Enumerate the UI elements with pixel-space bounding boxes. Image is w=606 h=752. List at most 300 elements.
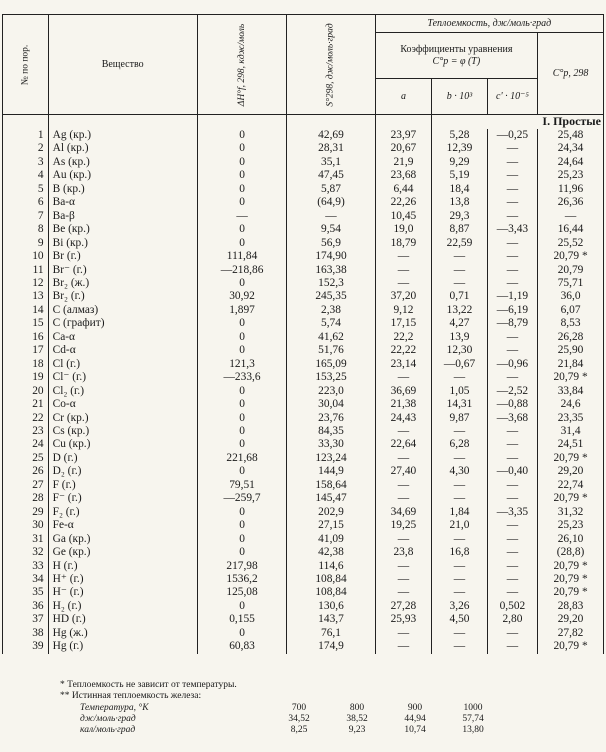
coef-a-cell: — <box>375 573 432 586</box>
coef-b-cell: 0,71 <box>432 290 488 303</box>
enthalpy-cell: 0 <box>197 627 287 640</box>
row-number: 33 <box>3 560 49 573</box>
coef-c-cell: — <box>487 546 537 559</box>
table-row <box>3 385 604 398</box>
enthalpy-cell: —259,7 <box>197 492 287 505</box>
enthalpy-cell: 79,51 <box>197 479 287 492</box>
entropy-cell: 153,25 <box>287 371 375 384</box>
header-heat-capacity: Теплоемкость, дж/моль·град <box>375 15 603 33</box>
row-number: 9 <box>3 237 49 250</box>
coef-c-cell: 2,80 <box>487 613 537 626</box>
coef-c-cell: — <box>487 142 537 155</box>
coef-c-cell: — <box>487 156 537 169</box>
table-row <box>3 586 604 599</box>
coef-a-cell: — <box>375 371 432 384</box>
enthalpy-cell: 0 <box>197 385 287 398</box>
row-number: 19 <box>3 371 49 384</box>
enthalpy-cell: 0 <box>197 129 287 142</box>
enthalpy-cell: —218,86 <box>197 264 287 277</box>
coef-c-cell: — <box>487 331 537 344</box>
coef-c-cell: — <box>487 627 537 640</box>
table-row <box>3 304 604 317</box>
table-row <box>3 600 604 613</box>
coef-b-cell: 12,30 <box>432 344 488 357</box>
row-number: 17 <box>3 344 49 357</box>
coef-c-cell: — <box>487 183 537 196</box>
table-row <box>3 412 604 425</box>
coef-b-cell: 4,50 <box>432 613 488 626</box>
entropy-cell: (64,9) <box>287 196 375 209</box>
coef-b-cell: — <box>432 560 488 573</box>
row-number: 27 <box>3 479 49 492</box>
coef-b-cell: 5,28 <box>432 129 488 142</box>
cp298-cell: 21,84 <box>538 358 604 371</box>
coef-c-cell: — <box>487 277 537 290</box>
table-row <box>3 210 604 223</box>
cp298-cell: 26,10 <box>538 533 604 546</box>
substance-name: Ba-α <box>48 196 197 209</box>
coef-a-cell: 22,2 <box>375 331 432 344</box>
entropy-cell: 5,87 <box>287 183 375 196</box>
substance-name: Co-α <box>48 398 197 411</box>
row-number: 7 <box>3 210 49 223</box>
enthalpy-cell: 125,08 <box>197 586 287 599</box>
table-row <box>3 465 604 478</box>
cp298-cell: 29,20 <box>538 613 604 626</box>
coef-a-cell: 21,9 <box>375 156 432 169</box>
row-number: 25 <box>3 452 49 465</box>
coef-a-cell: 27,40 <box>375 465 432 478</box>
coef-b-cell: 29,3 <box>432 210 488 223</box>
table-row <box>3 546 604 559</box>
coef-b-cell: — <box>432 371 488 384</box>
substance-name: D₂ (г.) <box>48 465 197 478</box>
header-cp298: C°p, 298 <box>538 33 604 115</box>
coef-a-cell: — <box>375 640 432 653</box>
enthalpy-cell: 0 <box>197 169 287 182</box>
coef-a-cell: — <box>375 264 432 277</box>
substance-name: Ga (кр.) <box>48 533 197 546</box>
coef-b-cell: — <box>432 533 488 546</box>
enthalpy-cell: 221,68 <box>197 452 287 465</box>
substance-name: Cr (кр.) <box>48 412 197 425</box>
substance-name: Bi (кр.) <box>48 237 197 250</box>
coef-b-cell: — <box>432 277 488 290</box>
coef-a-cell: — <box>375 492 432 505</box>
substance-name: H⁻ (г.) <box>48 586 197 599</box>
row-number: 3 <box>3 156 49 169</box>
coef-c-cell: —3,68 <box>487 412 537 425</box>
table-row <box>3 479 604 492</box>
row-number: 24 <box>3 438 49 451</box>
cp298-cell: 23,35 <box>538 412 604 425</box>
coef-c-cell: —0,25 <box>487 129 537 142</box>
cp298-cell: 16,44 <box>538 223 604 236</box>
coef-c-cell: — <box>487 264 537 277</box>
table-row <box>3 613 604 626</box>
row-number: 39 <box>3 640 49 653</box>
entropy-cell: 2,38 <box>287 304 375 317</box>
substance-name: Ca-α <box>48 331 197 344</box>
table-row <box>3 640 604 653</box>
cp298-cell: (28,8) <box>538 546 604 559</box>
enthalpy-cell: 0 <box>197 196 287 209</box>
enthalpy-cell: 30,92 <box>197 290 287 303</box>
entropy-cell: 114,6 <box>287 560 375 573</box>
enthalpy-cell: 0 <box>197 183 287 196</box>
temp-value: 1000 <box>463 703 483 713</box>
coef-c-cell: —6,19 <box>487 304 537 317</box>
coef-a-cell: 22,64 <box>375 438 432 451</box>
coef-a-cell: — <box>375 586 432 599</box>
entropy-cell: 108,84 <box>287 573 375 586</box>
coef-b-cell: — <box>432 250 488 263</box>
cp298-cell: 20,79 * <box>538 250 604 263</box>
cp-cal-value: 13,80 <box>462 725 484 735</box>
row-number: 35 <box>3 586 49 599</box>
entropy-cell: 9,54 <box>287 223 375 236</box>
row-number: 32 <box>3 546 49 559</box>
coef-c-cell: — <box>487 169 537 182</box>
coef-a-cell: 6,44 <box>375 183 432 196</box>
row-number: 18 <box>3 358 49 371</box>
cp-j-value: 38,52 <box>346 714 368 724</box>
cp-j-value: 34,52 <box>288 714 310 724</box>
coef-a-cell: 9,12 <box>375 304 432 317</box>
coef-b-cell: 21,0 <box>432 519 488 532</box>
coef-c-cell: —2,52 <box>487 385 537 398</box>
substance-name: F⁻ (г.) <box>48 492 197 505</box>
row-number: 38 <box>3 627 49 640</box>
cp298-cell: 26,36 <box>538 196 604 209</box>
enthalpy-cell: 0 <box>197 237 287 250</box>
iron-heat-capacity <box>80 703 502 736</box>
entropy-cell: 35,1 <box>287 156 375 169</box>
coef-b-cell: 22,59 <box>432 237 488 250</box>
substance-name: Al (кр.) <box>48 142 197 155</box>
entropy-cell: 28,31 <box>287 142 375 155</box>
entropy-cell: 41,62 <box>287 331 375 344</box>
substance-name: Be (кр.) <box>48 223 197 236</box>
row-number: 28 <box>3 492 49 505</box>
enthalpy-cell: 0 <box>197 546 287 559</box>
coef-c-cell: — <box>487 344 537 357</box>
coef-b-cell: — <box>432 640 488 653</box>
coef-a-cell: 23,97 <box>375 129 432 142</box>
table-row <box>3 560 604 573</box>
unit-j-label: дж/моль·град <box>80 714 136 724</box>
row-number: 29 <box>3 506 49 519</box>
substance-name: Ge (кр.) <box>48 546 197 559</box>
coef-b-cell: — <box>432 627 488 640</box>
cp298-cell: 24,64 <box>538 156 604 169</box>
enthalpy-cell: 1536,2 <box>197 573 287 586</box>
cp298-cell: 20,79 * <box>538 573 604 586</box>
coef-b-cell: —0,67 <box>432 358 488 371</box>
substance-name: H⁺ (г.) <box>48 573 197 586</box>
cp298-cell: 25,23 <box>538 519 604 532</box>
cp298-cell: 6,07 <box>538 304 604 317</box>
coef-c-cell: —0,96 <box>487 358 537 371</box>
coef-c-cell: — <box>487 196 537 209</box>
table-row <box>3 627 604 640</box>
entropy-cell: 245,35 <box>287 290 375 303</box>
substance-name: Au (кр.) <box>48 169 197 182</box>
footnotes <box>60 680 237 702</box>
coef-a-cell: — <box>375 250 432 263</box>
table-row <box>3 438 604 451</box>
cp298-cell: 20,79 * <box>538 452 604 465</box>
substance-name: Cu (кр.) <box>48 438 197 451</box>
substance-name: Fe-α <box>48 519 197 532</box>
table-row <box>3 573 604 586</box>
entropy-cell: 145,47 <box>287 492 375 505</box>
entropy-cell: 84,35 <box>287 425 375 438</box>
table-row <box>3 398 604 411</box>
row-number: 2 <box>3 142 49 155</box>
coef-b-cell: 6,28 <box>432 438 488 451</box>
row-number: 8 <box>3 223 49 236</box>
coef-b-cell: 9,29 <box>432 156 488 169</box>
cp-cal-value: 9,23 <box>348 725 366 735</box>
coef-a-cell: 23,14 <box>375 358 432 371</box>
substance-name: Hg (ж.) <box>48 627 197 640</box>
table-row <box>3 317 604 330</box>
entropy-cell: 5,74 <box>287 317 375 330</box>
cp298-cell: 20,79 * <box>538 371 604 384</box>
substance-name: C (алмаз) <box>48 304 197 317</box>
entropy-cell: 123,24 <box>287 452 375 465</box>
table-row <box>3 344 604 357</box>
enthalpy-cell: 0 <box>197 465 287 478</box>
entropy-cell: 223,0 <box>287 385 375 398</box>
row-number: 15 <box>3 317 49 330</box>
cp-j-value: 57,74 <box>462 714 484 724</box>
enthalpy-cell: 60,83 <box>197 640 287 653</box>
cp298-cell: 24,34 <box>538 142 604 155</box>
coef-b-cell: 9,87 <box>432 412 488 425</box>
coef-b-cell: — <box>432 425 488 438</box>
table-row <box>3 183 604 196</box>
row-number: 16 <box>3 331 49 344</box>
enthalpy-cell: 111,84 <box>197 250 287 263</box>
coef-b-cell: 1,84 <box>432 506 488 519</box>
coef-c-cell: — <box>487 479 537 492</box>
section-label: I. Простые <box>432 115 604 130</box>
row-number: 6 <box>3 196 49 209</box>
temp-value: 900 <box>407 703 423 713</box>
cp298-cell: 31,4 <box>538 425 604 438</box>
entropy-cell: 56,9 <box>287 237 375 250</box>
table-row <box>3 506 604 519</box>
entropy-cell: 51,76 <box>287 344 375 357</box>
substance-name: F₂ (г.) <box>48 506 197 519</box>
coef-c-cell: — <box>487 371 537 384</box>
substance-name: Ba-β <box>48 210 197 223</box>
entropy-cell: — <box>287 210 375 223</box>
coef-b-cell: 18,4 <box>432 183 488 196</box>
cp298-cell: 20,79 * <box>538 640 604 653</box>
enthalpy-cell: — <box>197 210 287 223</box>
cp298-cell: 20,79 * <box>538 586 604 599</box>
coef-b-cell: — <box>432 452 488 465</box>
coef-a-cell: 25,93 <box>375 613 432 626</box>
enthalpy-cell: 0 <box>197 398 287 411</box>
entropy-cell: 33,30 <box>287 438 375 451</box>
row-number: 14 <box>3 304 49 317</box>
cp298-cell: 31,32 <box>538 506 604 519</box>
coef-b-cell: 13,22 <box>432 304 488 317</box>
cp298-cell: 26,28 <box>538 331 604 344</box>
coef-c-cell: — <box>487 533 537 546</box>
cp298-cell: 22,74 <box>538 479 604 492</box>
row-number: 31 <box>3 533 49 546</box>
cp-j-value: 44,94 <box>404 714 426 724</box>
row-number: 23 <box>3 425 49 438</box>
enthalpy-cell: 0 <box>197 600 287 613</box>
enthalpy-cell: —233,6 <box>197 371 287 384</box>
coef-a-cell: 34,69 <box>375 506 432 519</box>
cp298-cell: 11,96 <box>538 183 604 196</box>
cp298-cell: 24,6 <box>538 398 604 411</box>
cp298-cell: 20,79 * <box>538 560 604 573</box>
row-number: 20 <box>3 385 49 398</box>
coef-c-cell: — <box>487 586 537 599</box>
coef-a-cell: 17,15 <box>375 317 432 330</box>
table-row <box>3 425 604 438</box>
cp298-cell: 27,82 <box>538 627 604 640</box>
entropy-cell: 144,9 <box>287 465 375 478</box>
substance-name: Cl₂ (г.) <box>48 385 197 398</box>
coef-b-cell: 16,8 <box>432 546 488 559</box>
coef-c-cell: — <box>487 425 537 438</box>
coef-a-cell: 20,67 <box>375 142 432 155</box>
temp-value: 700 <box>291 703 307 713</box>
cp-cal-value: 10,74 <box>404 725 426 735</box>
substance-name: B (кр.) <box>48 183 197 196</box>
coef-a-cell: 21,38 <box>375 398 432 411</box>
temp-value: 800 <box>349 703 365 713</box>
entropy-cell: 163,38 <box>287 264 375 277</box>
temp-label: Температура, °K <box>80 703 149 713</box>
entropy-cell: 174,9 <box>287 640 375 653</box>
coef-c-cell: — <box>487 237 537 250</box>
entropy-cell: 23,76 <box>287 412 375 425</box>
substance-name: Hg (г.) <box>48 640 197 653</box>
entropy-cell: 202,9 <box>287 506 375 519</box>
enthalpy-cell: 0,155 <box>197 613 287 626</box>
enthalpy-cell: 0 <box>197 223 287 236</box>
coef-c-cell: — <box>487 640 537 653</box>
enthalpy-cell: 0 <box>197 519 287 532</box>
header-num: № по пор. <box>3 15 49 115</box>
coef-b-cell: 8,87 <box>432 223 488 236</box>
coef-b-cell: 13,9 <box>432 331 488 344</box>
table-row <box>3 358 604 371</box>
coef-c-cell: — <box>487 573 537 586</box>
coef-a-cell: 22,22 <box>375 344 432 357</box>
coef-b-cell: — <box>432 586 488 599</box>
table-row <box>3 264 604 277</box>
header-a: a <box>375 79 432 115</box>
table-row <box>3 277 604 290</box>
row-number: 4 <box>3 169 49 182</box>
coef-b-cell: — <box>432 492 488 505</box>
table-row <box>3 196 604 209</box>
coef-a-cell: 10,45 <box>375 210 432 223</box>
table-row <box>3 452 604 465</box>
table-row <box>3 519 604 532</box>
cp298-cell: — <box>538 210 604 223</box>
footnote-1: * Теплоемкость не зависит от температуры. <box>60 680 237 690</box>
enthalpy-cell: 0 <box>197 425 287 438</box>
row-number: 34 <box>3 573 49 586</box>
entropy-cell: 41,09 <box>287 533 375 546</box>
header-s: S°298, дж/моль·град <box>287 15 375 115</box>
coef-a-cell: 27,28 <box>375 600 432 613</box>
row-number: 5 <box>3 183 49 196</box>
footnote-2: ** Истинная теплоемкость железа: <box>60 691 202 701</box>
coef-b-cell: — <box>432 264 488 277</box>
table-row <box>3 156 604 169</box>
coef-c-cell: —3,43 <box>487 223 537 236</box>
cp298-cell: 25,48 <box>538 129 604 142</box>
table-row <box>3 129 604 142</box>
enthalpy-cell: 121,3 <box>197 358 287 371</box>
entropy-cell: 42,69 <box>287 129 375 142</box>
row-number: 11 <box>3 264 49 277</box>
row-number: 12 <box>3 277 49 290</box>
coef-a-cell: 19,0 <box>375 223 432 236</box>
entropy-cell: 165,09 <box>287 358 375 371</box>
cp298-cell: 25,23 <box>538 169 604 182</box>
enthalpy-cell: 0 <box>197 142 287 155</box>
header-b: b · 10³ <box>432 79 488 115</box>
substance-name: Cs (кр.) <box>48 425 197 438</box>
coef-c-cell: 0,502 <box>487 600 537 613</box>
coef-b-cell: 4,30 <box>432 465 488 478</box>
table-row <box>3 290 604 303</box>
substance-name: HD (г.) <box>48 613 197 626</box>
coef-b-cell: 5,19 <box>432 169 488 182</box>
coef-b-cell: 12,39 <box>432 142 488 155</box>
cp298-cell: 75,71 <box>538 277 604 290</box>
coef-a-cell: 24,43 <box>375 412 432 425</box>
enthalpy-cell: 0 <box>197 533 287 546</box>
substance-name: Cl (г.) <box>48 358 197 371</box>
row-number: 13 <box>3 290 49 303</box>
row-number: 30 <box>3 519 49 532</box>
substance-name: Cd-α <box>48 344 197 357</box>
substance-name: F (г.) <box>48 479 197 492</box>
entropy-cell: 143,7 <box>287 613 375 626</box>
cp298-cell: 25,52 <box>538 237 604 250</box>
entropy-cell: 152,3 <box>287 277 375 290</box>
coef-a-cell: — <box>375 479 432 492</box>
substance-name: Ag (кр.) <box>48 129 197 142</box>
coef-c-cell: — <box>487 519 537 532</box>
enthalpy-cell: 217,98 <box>197 560 287 573</box>
header-c: c' · 10⁻⁵ <box>487 79 537 115</box>
entropy-cell: 27,15 <box>287 519 375 532</box>
table-row <box>3 237 604 250</box>
coef-b-cell: 3,26 <box>432 600 488 613</box>
enthalpy-cell: 0 <box>197 331 287 344</box>
coef-b-cell: — <box>432 479 488 492</box>
cp-cal-value: 8,25 <box>290 725 308 735</box>
substance-name: Br (г.) <box>48 250 197 263</box>
table-row <box>3 533 604 546</box>
